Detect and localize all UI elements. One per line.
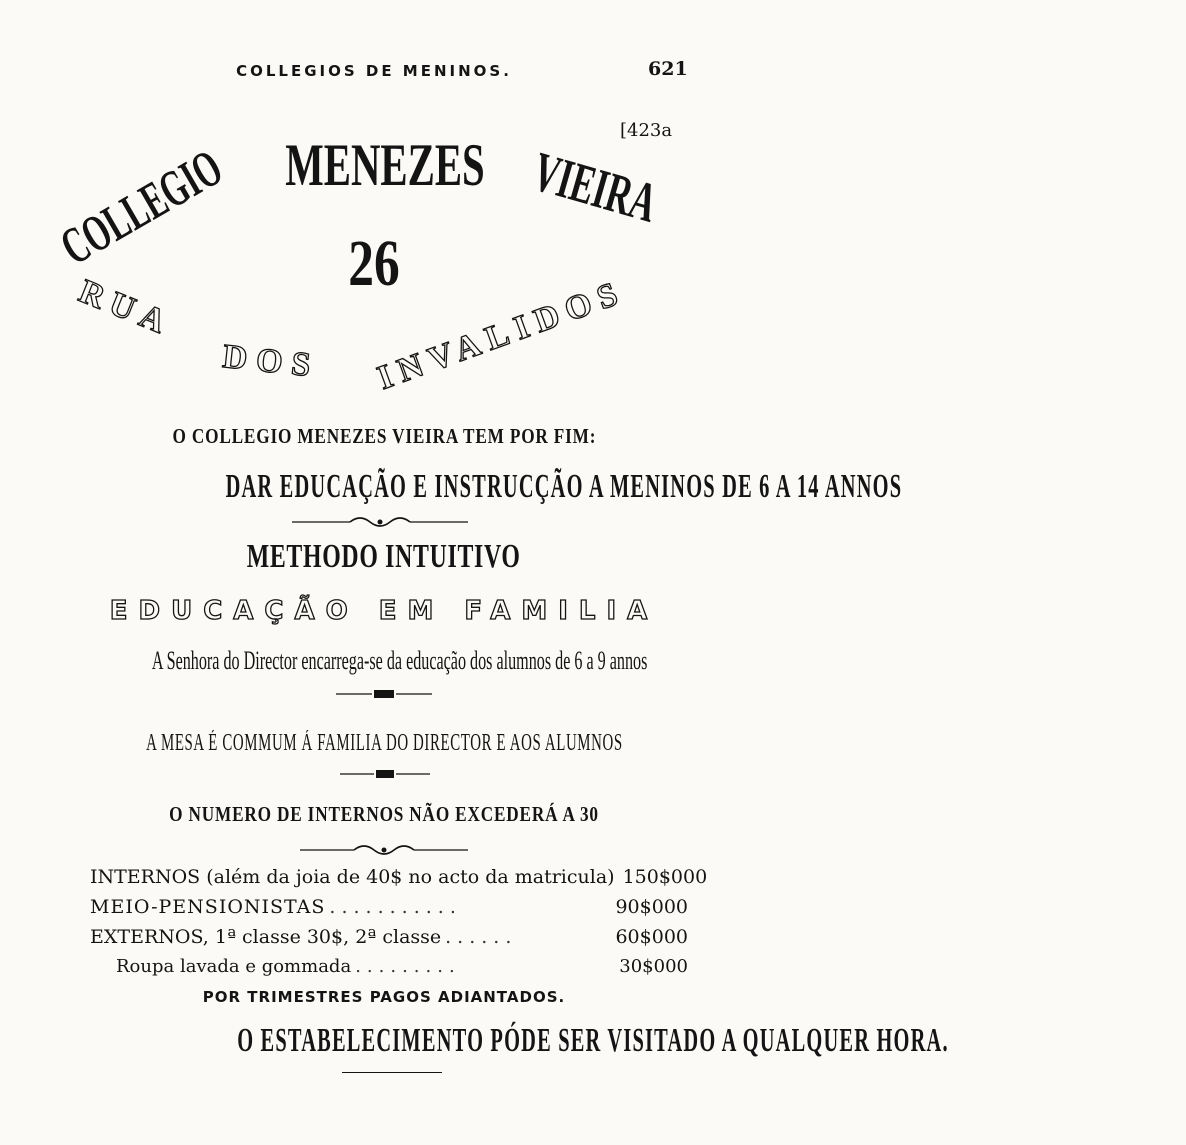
street-word-2: DOS xyxy=(220,338,322,386)
method-line xyxy=(0,536,768,576)
street-word-1: RUA xyxy=(73,272,179,344)
fee-leader: ...... xyxy=(445,926,518,948)
method-text: METHODO INTUITIVO xyxy=(247,538,521,575)
ornament-divider-4 xyxy=(298,843,470,857)
common-table-line xyxy=(0,728,768,757)
fee-value: 60$000 xyxy=(615,926,688,948)
fee-row-meio-pensionistas xyxy=(90,896,688,918)
boarders-limit-text: O NUMERO DE INTERNOS NÃO EXCEDERÁ A 30 xyxy=(169,802,599,826)
purpose-text: DAR EDUCAÇÃO E INSTRUCÇÃO A MENINOS DE 6 A 14 ANNOS xyxy=(225,468,903,505)
ornament-divider-3 xyxy=(338,768,432,780)
fee-leader: ........... xyxy=(329,896,462,918)
street-number: 26 xyxy=(348,225,400,300)
page-number: 621 xyxy=(648,58,688,80)
running-title: COLLEGIOS DE MENINOS. xyxy=(236,62,512,80)
director-wife-line xyxy=(0,646,768,676)
fee-label: MEIO-PENSIONISTAS xyxy=(90,896,326,918)
fee-row-roupa xyxy=(116,956,688,977)
fee-label: INTERNOS (além da joia de 40$ no acto da matricula) xyxy=(90,866,615,888)
ornament-divider-1 xyxy=(290,515,470,529)
fee-row-internos xyxy=(90,866,708,888)
boarders-limit xyxy=(0,802,768,827)
visiting-line xyxy=(0,1020,949,1060)
catalog-mark: [423a xyxy=(620,120,673,141)
fee-label: EXTERNOS, 1ª classe 30$, 2ª classe xyxy=(90,926,442,948)
closing-rule xyxy=(342,1072,442,1073)
ornament-divider-2 xyxy=(334,688,434,700)
purpose-line xyxy=(0,466,903,506)
school-name-left: COLLEGIO xyxy=(51,138,233,277)
fee-value: 90$000 xyxy=(615,896,688,918)
fee-row-externos xyxy=(90,926,688,948)
fee-leader: ......... xyxy=(355,956,461,977)
fee-leader xyxy=(615,866,623,888)
fee-label: Roupa lavada e gommada xyxy=(116,956,352,977)
street-word-3: INVALIDOS xyxy=(372,273,631,398)
school-name-center: MENEZES xyxy=(285,132,485,200)
payment-terms: POR TRIMESTRES PAGOS ADIANTADOS. xyxy=(202,988,566,1006)
director-wife-text: A Senhora do Director encarrega-se da educação dos alumnos de 6 a 9 annos xyxy=(151,646,648,675)
school-sign xyxy=(0,0,768,400)
family-education: EDUCAÇÃO EM FAMILIA xyxy=(109,596,659,626)
common-table-text: A MESA É COMMUM Á FAMILIA DO DIRECTOR E AOS ALUMNOS xyxy=(146,730,623,756)
fee-value: 150$000 xyxy=(622,866,708,888)
visiting-text: O ESTABELECIMENTO PÓDE SER VISITADO A QUALQUER HORA. xyxy=(237,1022,949,1059)
fee-value: 30$000 xyxy=(619,956,688,977)
purpose-intro xyxy=(0,424,768,449)
purpose-intro-text: O COLLEGIO MENEZES VIEIRA TEM POR FIM: xyxy=(172,424,596,448)
school-name-right: VIEIRA xyxy=(526,140,664,235)
